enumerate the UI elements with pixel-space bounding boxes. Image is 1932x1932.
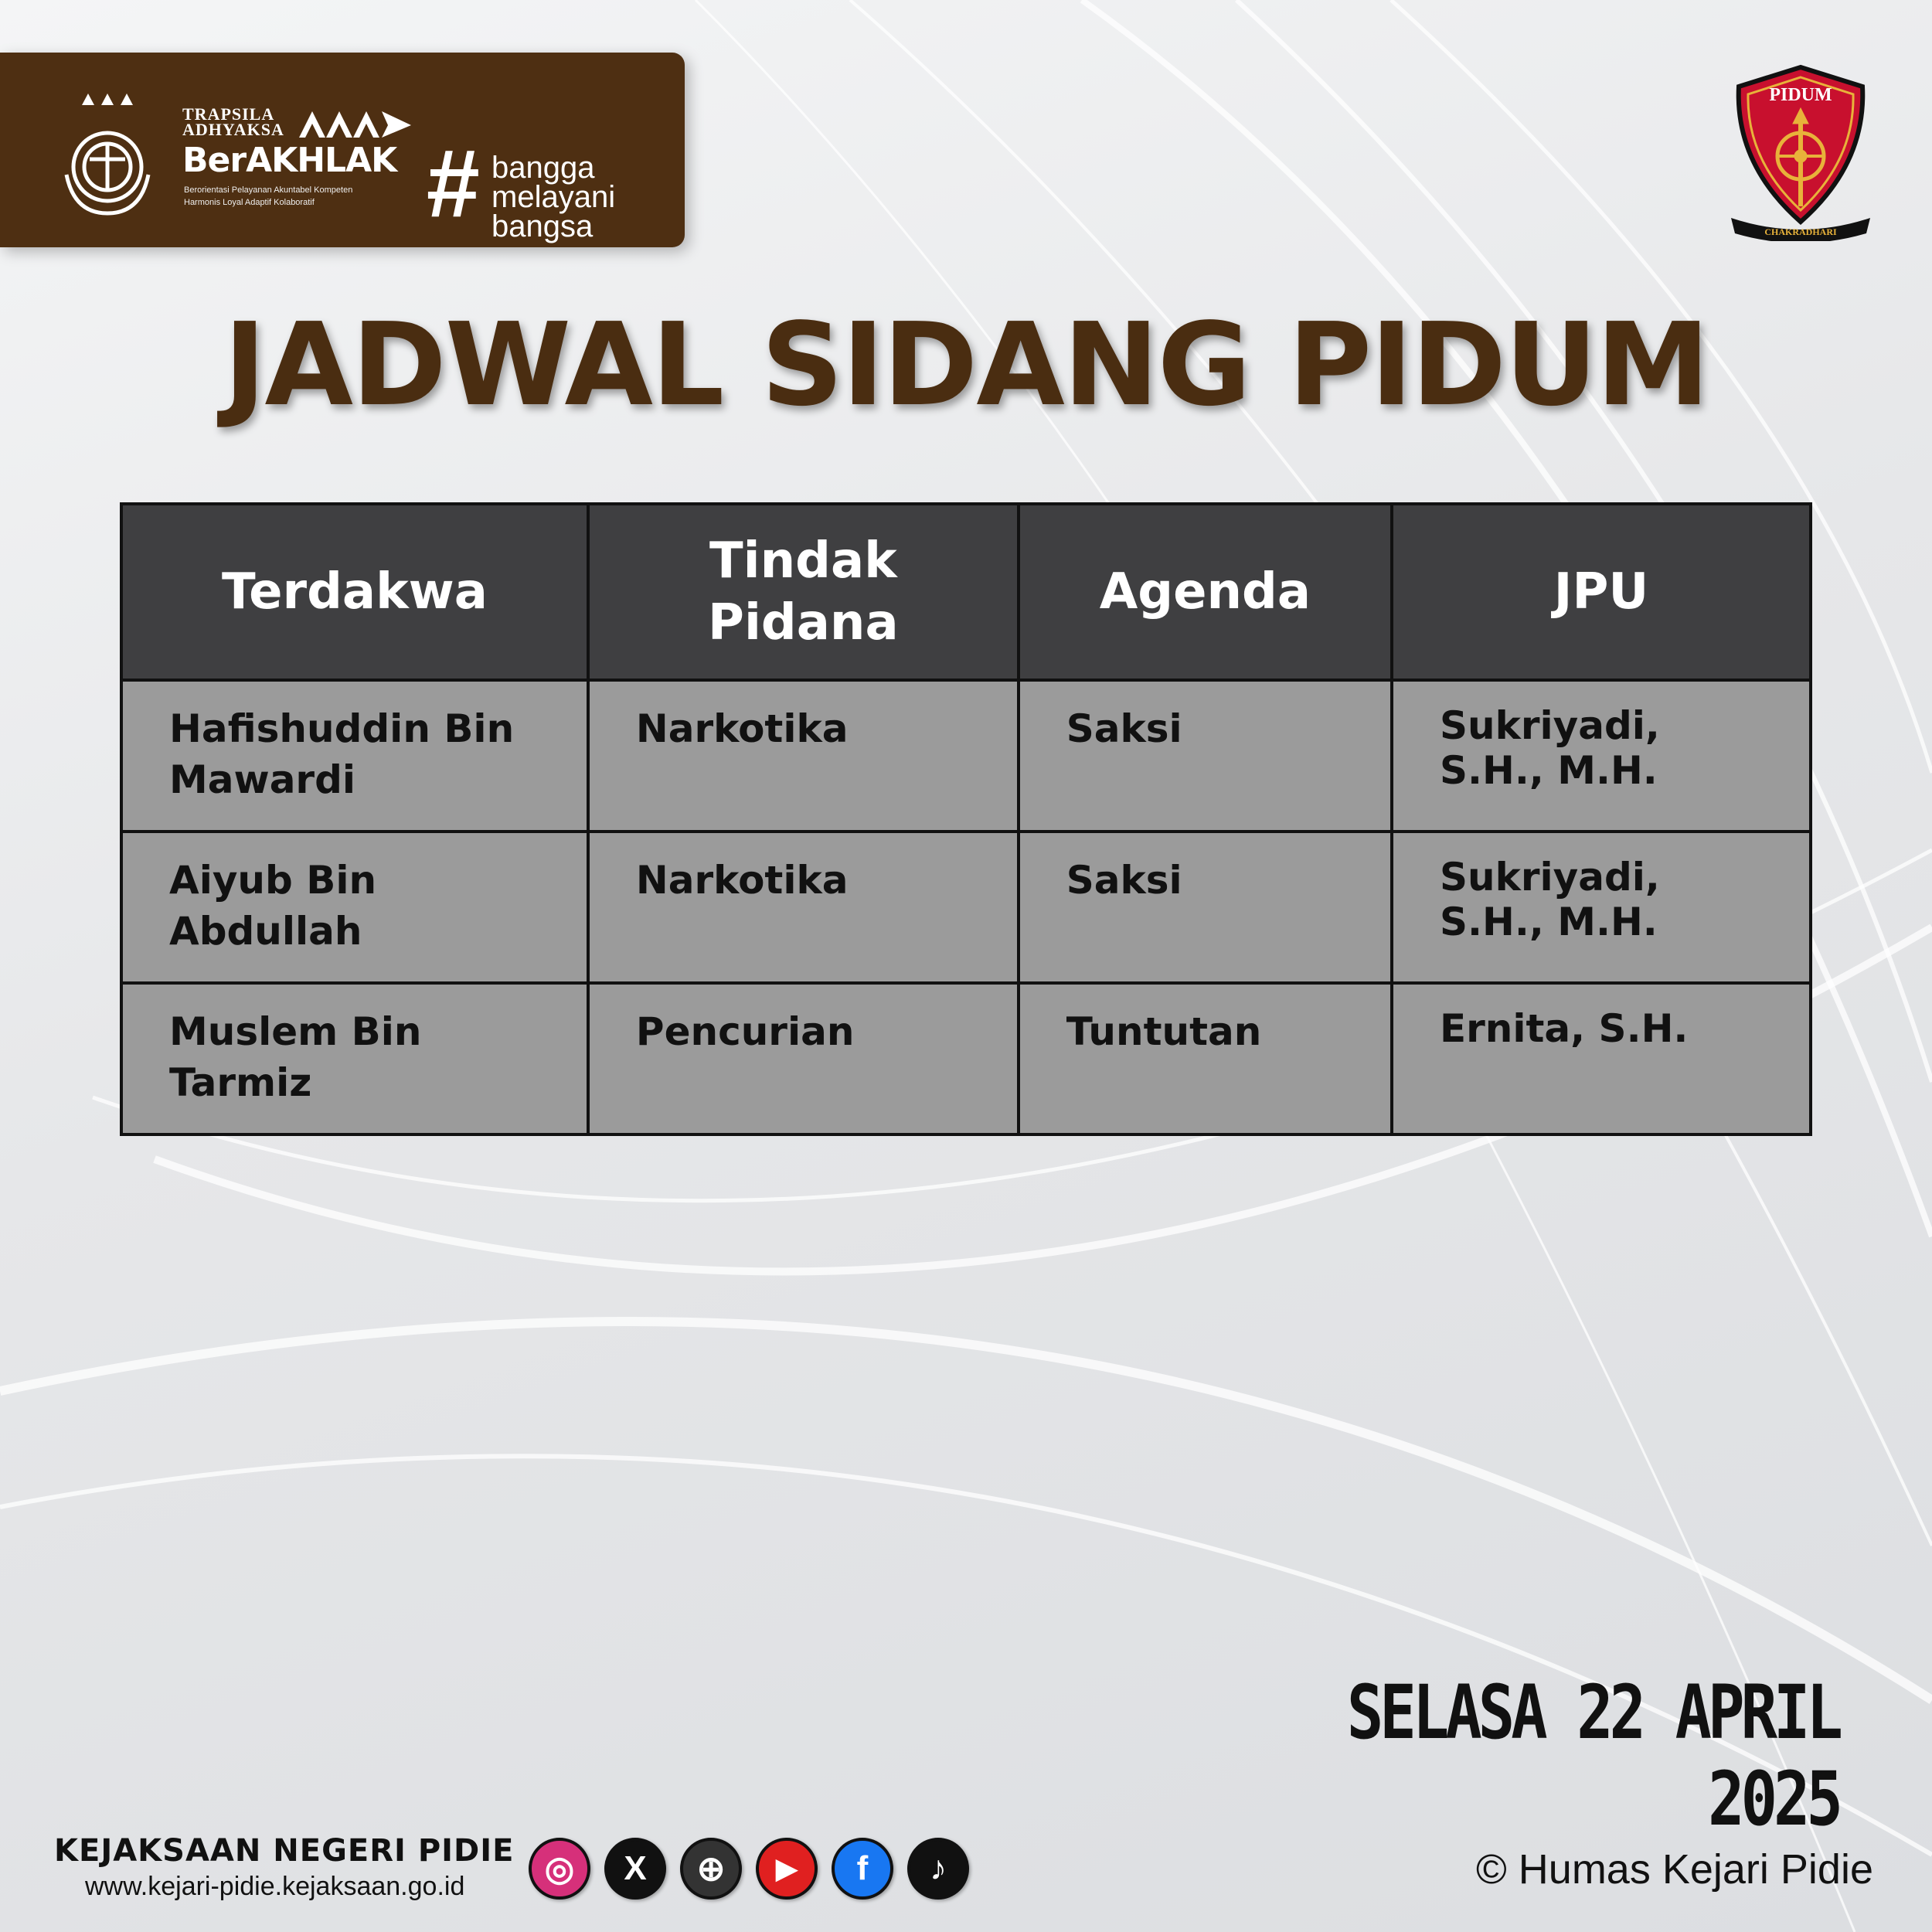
table-header-row <box>121 504 1811 680</box>
pidum-shield-icon <box>1723 63 1878 241</box>
slogan-line: bangga <box>492 151 595 185</box>
cell-jpu: Ernita, S.H. <box>1392 983 1811 1134</box>
schedule-table <box>120 502 1812 1136</box>
credit-text: © Humas Kejari Pidie <box>1476 1846 1873 1893</box>
hashtag-symbol: # <box>425 131 478 237</box>
table-row <box>121 680 1811 832</box>
column-header-agenda: Agenda <box>1019 504 1392 680</box>
header-line: Pidana <box>708 594 899 651</box>
org-url-link[interactable]: www.kejari-pidie.kejaksaan.go.id <box>85 1872 465 1901</box>
pidum-logo-ribbon: CHAKRADHARI <box>1764 226 1837 237</box>
cell-terdakwa: Aiyub Bin Abdullah <box>121 832 588 983</box>
table-row <box>121 832 1811 983</box>
org-name: KEJAKSAAN NEGERI PIDIE <box>54 1833 515 1869</box>
header-line: Tindak <box>709 532 897 590</box>
cell-agenda: Tuntutan <box>1019 983 1392 1134</box>
x-icon[interactable]: X <box>604 1838 666 1900</box>
cell-agenda: Saksi <box>1019 680 1392 832</box>
web-icon[interactable]: ⊕ <box>680 1838 742 1900</box>
berakhlak-subtitle <box>184 184 416 209</box>
cell-jpu: Sukriyadi, S.H., M.H. <box>1392 832 1811 983</box>
cell-agenda: Saksi <box>1019 832 1392 983</box>
header-banner <box>0 53 685 247</box>
bangga-melayani-bangsa <box>492 153 615 241</box>
slogan-line: bangsa <box>492 209 594 243</box>
table-row <box>121 983 1811 1134</box>
trapsila-line: TRAPSILA <box>182 104 275 124</box>
kejaksaan-emblem-icon <box>51 90 164 221</box>
cell-tindak-pidana: Pencurian <box>588 983 1019 1134</box>
berakhlak-sub-line: Harmonis Loyal Adaptif Kolaboratif <box>184 198 315 207</box>
slogan-line: melayani <box>492 180 616 214</box>
page-title: JADWAL SIDANG PIDUM <box>223 298 1709 431</box>
cell-terdakwa: Muslem Bin Tarmiz <box>121 983 588 1134</box>
column-header-jpu: JPU <box>1392 504 1811 680</box>
berakhlak-logo-text: BerAKHLAK <box>182 141 397 180</box>
peaks-icon <box>295 104 419 139</box>
adhyaksa-line: ADHYAKSA <box>182 120 284 139</box>
berakhlak-sub-line: Berorientasi Pelayanan Akuntabel Kompeten <box>184 185 353 195</box>
cell-tindak-pidana: Narkotika <box>588 680 1019 832</box>
column-header-terdakwa: Terdakwa <box>121 504 588 680</box>
cell-terdakwa: Hafishuddin Bin Mawardi <box>121 680 588 832</box>
youtube-icon[interactable]: ▶ <box>756 1838 818 1900</box>
cell-tindak-pidana: Narkotika <box>588 832 1019 983</box>
trapsila-logo <box>182 104 284 139</box>
instagram-icon[interactable]: ◎ <box>529 1838 590 1900</box>
column-header-tindak-pidana <box>588 504 1019 680</box>
tiktok-icon[interactable]: ♪ <box>907 1838 969 1900</box>
pidum-logo-label: PIDUM <box>1769 85 1832 105</box>
schedule-date: SELASA 22 APRIL 2025 <box>1346 1669 1839 1842</box>
cell-jpu: Sukriyadi, S.H., M.H. <box>1392 680 1811 832</box>
facebook-icon[interactable]: f <box>832 1838 893 1900</box>
social-icons <box>529 1838 969 1900</box>
